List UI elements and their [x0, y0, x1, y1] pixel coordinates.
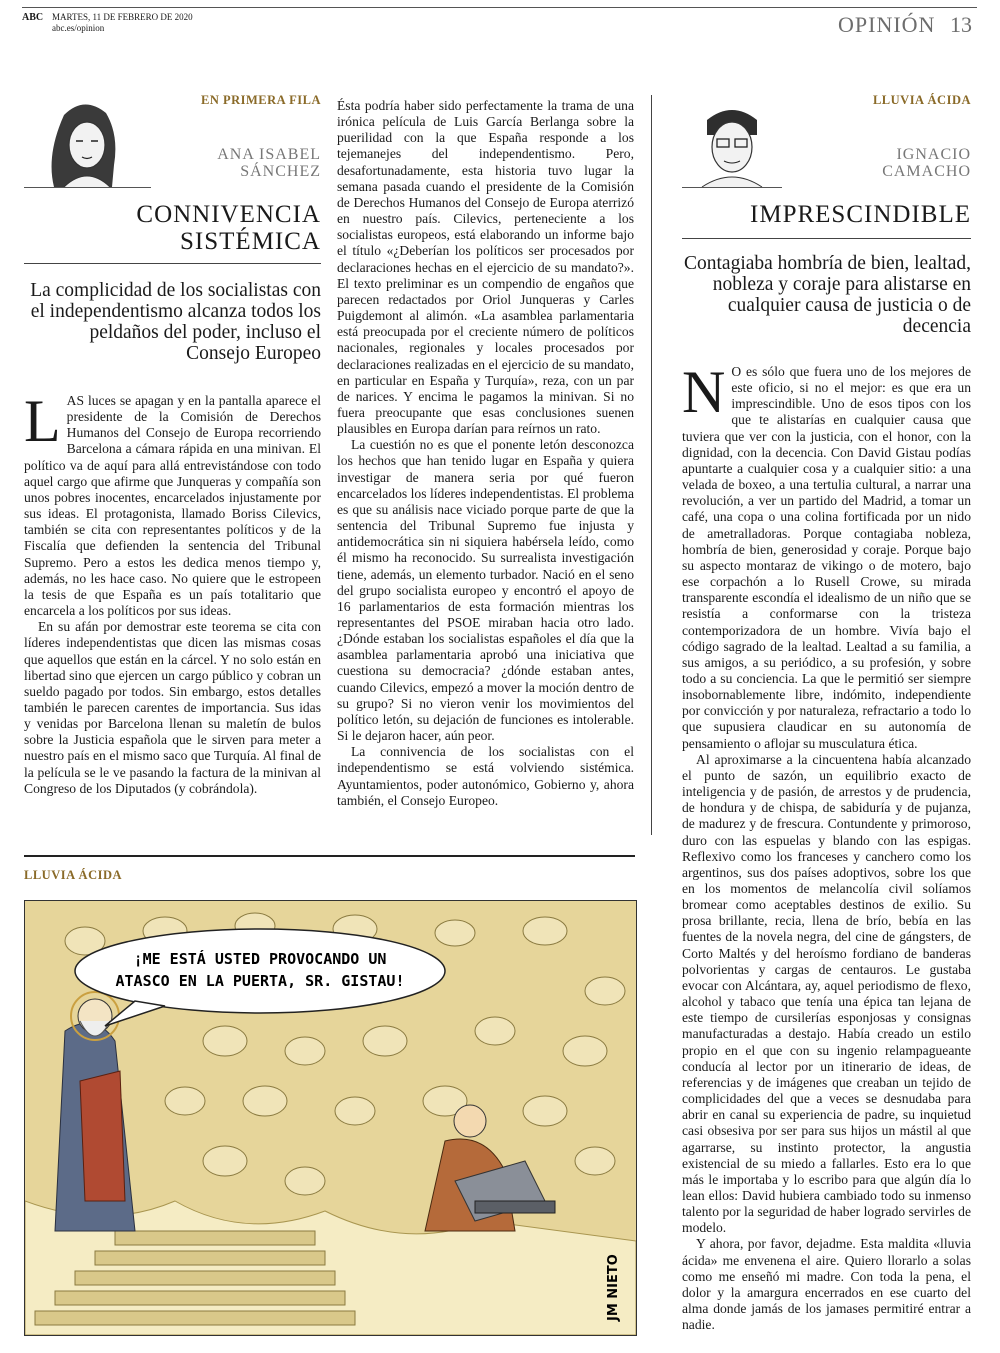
dropcap-n: N	[682, 359, 726, 425]
article1-paragraph-2: En su afán por demostrar este teorema se cita con líderes independentistas que dicen las mismas cosas que aquellos que están en la cárcel. Y no solo están en libertad sino que ejercen un cargo público y cobran un sueldo pagado por todos. Sin embargo, estos detalles también le parecen carentes de importancia. Sus idas y venidas por Barcelona llenan su maletín de bulos sobre la Justicia española que le sirven para meter a nuestro país en el mismo saco que Turquía. Al final de la película se le ve pasando la factura de la minivan al Congreso de los Diputados (y cobrándola).	[24, 619, 321, 796]
author-name-sanchez	[150, 146, 321, 180]
headline-rule-1	[24, 263, 321, 264]
article-subhead-1: La complicidad de los socialistas con el independentismo alcanza todos los peldaños del poder, incluso el Consejo Europeo	[30, 280, 321, 364]
article1-paragraph-5: La connivencia de los socialistas con el independentismo se está volviendo sistémica. Ayuntamientos, poder autonómico, Gobierno y, ahora también, el Consejo Europeo.	[337, 744, 634, 808]
kicker-cartoon: LLUVIA ÁCIDA	[24, 868, 123, 882]
article1-paragraph-1: LAS luces se apagan y en la pantalla aparece el presidente de la Comisión de Derechos Humanos del Consejo de Europa recorriendo Barcelona a cámara rápida en una minivan. El político va de aquí para allá entrevistándose con todo aquel cargo que afirme que Junqueras y compañía son unos pobres inocentes, encarcelados injustamente por sus ideas. El protagonista, llamado Boriss Cilevics, también se cita con representantes políticos y de la Fiscalía que defienden la sentencia del Tribunal Supremo. Pero a estos les dedica menos tiempo y, además, no les hace caso. No quiere que le estropeen la tesis de que España es un país totalitario que encarcela a los políticos por sus ideas.	[24, 388, 321, 619]
edition-date: MARTES, 11 DE FEBRERO DE 2020	[52, 12, 193, 22]
author-name-camacho	[800, 146, 971, 180]
column-divider	[651, 95, 652, 835]
article2-paragraph-2: Al aproximarse a la cincuentena había alcanzado el punto de sazón, un equilibrio exacto de inteligencia y de pasión, de arrestos y de prudencia, de hondura y de chispa, de sabiduría y de pujanza, de madurez y de frescura. Contundente y primoroso, duro con las espuelas y blando con las espigas. Reflexivo como los franceses y canchero como los argentinos, sus dos países adoptivos, sobre los que en los momentos de melancolía civil solíamos bromear como aceptables destinos de exilio. Su prosa brillante, recia, llena de brío, bebía en las fuentes de la novela negra, del cine de gángsters, de Corto Maltés y del heroísmo fordiano de banderas polvorientas y cargas de centauros. Le gustaba evocar con Alcántara, ay, aquel periodismo de flexo, alcohol y tabaco que tenía una épica tan lejana de este tiempo de cursilerías esponjosas y consignas manufacturadas a destajo. Había creado un estilo propio en el que con su ingenio relampagueante conducía al lector por un itinerario de ideas, de referencias y de imágenes que creaban un tejido de complicidades del que a veces se desnudaba para abrir en canal su experiencia de padre, su inquietud casi obsesiva por ser para sus hijos un mástil al que agarrarse, su instinto protector, la angustia existencial de su miedo a fallarles. Esto era lo que más le importaba y lo escribo para que algún día lo lean ellos: David hubiera cambiado todo su inmenso talento por la seguridad de haber logrado servirles de modelo.	[682, 751, 971, 1236]
article2-column	[682, 359, 971, 1333]
article2-paragraph-3: Y ahora, por favor, dejadme. Esta maldita «lluvia ácida» me envenena el aire. Quiero llorarlo a solas como me enseñó mi madre. Con toda la pena, el dolor y la amargura encerrados en ese cuarto del alma donde jamás de los jamases permitiré entrar a nadie.	[682, 1236, 971, 1333]
article1-column-1	[24, 388, 321, 797]
edition-date-block	[52, 12, 193, 34]
page-number: 13	[950, 12, 972, 37]
speech-bubble-line-2: ATASCO EN LA PUERTA, SR. GISTAU!	[115, 972, 405, 990]
kicker-en-primera-fila: EN PRIMERA FILA	[200, 93, 321, 107]
headline-line-1: CONNIVENCIA	[136, 201, 321, 228]
editorial-cartoon	[24, 900, 637, 1336]
article-headline-connivencia	[24, 201, 321, 255]
author-portrait-camacho	[682, 95, 782, 188]
speech-bubble-line-1: ¡ME ESTÁ USTED PROVOCANDO UN	[133, 950, 387, 968]
author-last-name: CAMACHO	[882, 163, 971, 180]
article-subhead-2: Contagiaba hombría de bien, lealtad, nobleza y coraje para alistarse en cualquier causa de justicia o de decencia	[684, 253, 971, 337]
article1-paragraph-4: La cuestión no es que el ponente letón desconozca los hechos que han tenido lugar en España y quiera investigar de manera seria por qué fueron encarcelados los líderes independentistas. El problema es que su análisis nace viciado porque parte de que la sentencia del Tribunal Supremo fue injusta y antidemocrática sin ni siquiera habérsela leído, como él mismo ha reconocido. Su surrealista investigación tiene, además, un elemento turbador. Nació en el seno del grupo socialista europeo y encontró el apoyo de 16 parlamentarios de esta formación mientras los representantes del PSOE miraban hacia otro lado. ¿Dónde estaban los socialistas españoles el día que la asamblea parlamentaria aprobó una iniciativa que cuestiona su democracia? ¿dónde estaban antes, cuando Cilevics, empezó a mover la moción dentro de su grupo? Si no vieron venir los movimientos del político letón, su dejación de funciones es intolerable. Si le dejaron hacer, aún peor.	[337, 437, 634, 744]
edition-url: abc.es/opinion	[52, 23, 105, 33]
header-rule	[22, 7, 977, 8]
cartoon-illustration	[25, 901, 636, 1335]
article1-column-2	[337, 98, 634, 809]
author-last-name: SÁNCHEZ	[240, 163, 321, 180]
article-headline-imprescindible: IMPRESCINDIBLE	[750, 201, 971, 228]
dropcap-l: L	[24, 388, 61, 454]
kicker-lluvia-acida: LLUVIA ÁCIDA	[872, 93, 971, 107]
section-title: OPINIÓN	[838, 12, 936, 37]
headline-rule-2	[682, 238, 971, 239]
author-portrait-sanchez	[24, 95, 151, 188]
author-first-name: ANA ISABEL	[217, 146, 321, 163]
cartoon-signature: JM NIETO	[606, 1254, 621, 1321]
cartoon-top-rule	[24, 855, 635, 857]
author-first-name: IGNACIO	[896, 146, 971, 163]
brand-logo: ABC	[22, 12, 44, 23]
article1-paragraph-3: Ésta podría haber sido perfectamente la trama de una irónica película de Luis García Berlanga sobre la puerilidad con la que España responde a los tejemanejes del independentismo. Pero, desafortunadamente, esta historia tuvo lugar la semana pasada cuando el presidente de la Comisión de Derechos Humanos del Consejo de Europa aterrizó en nuestro país. Cilevics, perteneciente a los socialistas europeos, está elaborando un informe bajo el título «¿Deberían los políticos ser procesados por declaraciones hechas en el ejercicio de su mandato?». El texto preliminar es un compendio de engaños que parecen redactados por Oriol Junqueras y Carles Puigdemont al alimón. «La asamblea parlamentaria está preocupada por el creciente número de políticos nacionales, regionales y locales procesados por declaraciones realizadas en el ejercicio de su mandato, en particular en España y Turquía», reza, con un par de narices. Y encima le pagamos la minivan. Si no fuera preocupante que esas conclusiones suenen plausibles en Europa darían para reírnos un rato.	[337, 98, 634, 437]
article2-paragraph-1: N O es sólo que fuera uno de los mejores de este oficio, si no el mejor: es que era un imprescindible. Uno de esos tipos con los que te alistarías en cualquier causa que tuviera que ver con la justicia, con el honor, con la dignidad, con la decencia. Con David Gistau podías apuntarte a cualquier cosa y a cualquier sitio: a una velada de boxeo, a una tertulia cultural, a narrar una revolución, a ver un partido del Madrid, a tomar un café, una copa o una colina fortificada por un nido de ametralladoras. Porque contagiaba nobleza, hombría de bien, generosidad y coraje. Porque bajo su aspecto montaraz de vikingo o de motero, bajo ese corpachón a lo Rusell Crowe, su mirada transparente escondía el idealismo de un niño que se resistía a conformarse con la tristeza contemporizadora de un hombre. Vivía bajo el código sagrado de la lealtad. Lealtad a su familia, a sus amigos, a su periódico, a su profesión, y sobre todo a su conciencia. La que le permitió ser siempre insobornablemente libre, indómito, independiente por convicción y por naturaleza, refractario a todo lo que supusiera claudicar en su autonomía de pensamiento o aflojar su musculatura ética.	[682, 359, 971, 751]
headline-line-2: SISTÉMICA	[180, 228, 321, 255]
